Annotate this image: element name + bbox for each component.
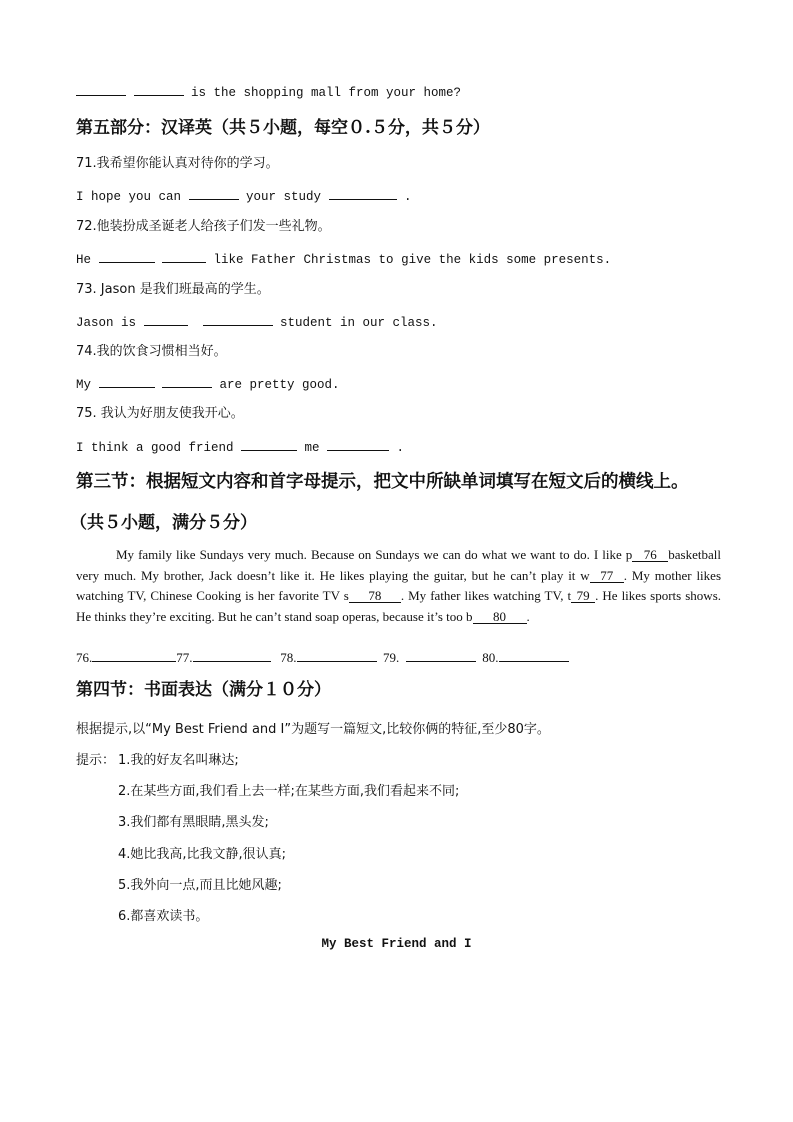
q72-english xyxy=(76,251,611,268)
q75-text-c: . xyxy=(389,441,405,455)
passage-text: . He likes sports shows. He thinks they’re exciting. But he can’t stand soap operas, because it’s too b xyxy=(76,588,721,624)
answer-blank[interactable] xyxy=(92,650,176,662)
answer-blank[interactable] xyxy=(76,84,126,96)
q74-text-a: My xyxy=(76,378,99,392)
q73-english xyxy=(76,314,438,331)
q75-text-a: I think a good friend xyxy=(76,441,242,455)
answer-blank[interactable] xyxy=(193,650,271,662)
answer-blank[interactable] xyxy=(99,251,155,263)
blank-79[interactable]: 79 xyxy=(571,589,595,603)
q71-text-c: . xyxy=(396,190,412,204)
answer-line xyxy=(76,650,569,666)
blank-78[interactable]: 78 xyxy=(349,589,401,603)
blank-76[interactable]: 76 xyxy=(632,548,668,562)
q73-text-c: student in our class. xyxy=(272,316,438,330)
answer-blank[interactable] xyxy=(189,188,239,200)
answer-label: 76. xyxy=(76,650,93,665)
answer-blank[interactable] xyxy=(203,314,273,326)
q72-text-a: He xyxy=(76,253,99,267)
answer-label: 80. xyxy=(482,650,499,665)
tip-item: 4.她比我高,比我文静,很认真; xyxy=(118,847,287,862)
q71-chinese: 71.我希望你能认真对待你的学习。 xyxy=(76,156,279,171)
tip-item: 6.都喜欢读书。 xyxy=(118,909,209,924)
q75-chinese: 75. 我认为好朋友使我开心。 xyxy=(76,406,244,421)
blank-80[interactable]: 80 xyxy=(473,610,527,624)
section3-subheading: （共５小题，满分５分） xyxy=(70,513,257,533)
tip-item: 5.我外向一点,而且比她风趣; xyxy=(118,878,282,893)
part5-heading: 第五部分：汉译英（共５小题，每空０.５分，共５分） xyxy=(76,118,490,138)
cloze-passage xyxy=(76,545,721,627)
answer-label: 79. xyxy=(383,650,400,665)
q72-text-b xyxy=(155,253,163,267)
answer-label: 78. xyxy=(280,650,297,665)
q74-english xyxy=(76,376,340,393)
section4-heading: 第四节：书面表达（满分１０分） xyxy=(76,680,331,700)
tips-label: 提示： xyxy=(76,753,116,768)
section3-heading: 第三节：根据短文内容和首字母提示，把文中所缺单词填写在短文后的横线上。 xyxy=(76,472,689,492)
q72-text-c: like Father Christmas to give the kids some presents. xyxy=(206,253,612,267)
tip-item: 3.我们都有黑眼睛,黑头发; xyxy=(118,815,269,830)
blank-77[interactable]: 77 xyxy=(590,569,624,583)
passage-text: My family like Sundays very much. Because on Sundays we can do what we want to do. I like p xyxy=(116,547,633,562)
answer-blank[interactable] xyxy=(241,439,297,451)
q73-chinese: 73. Jason 是我们班最高的学生。 xyxy=(76,282,270,297)
essay-title: My Best Friend and I xyxy=(321,937,472,951)
answer-label: 77. xyxy=(176,650,193,665)
q73-text-a: Jason is xyxy=(76,316,144,330)
q74-chinese: 74.我的饮食习惯相当好。 xyxy=(76,344,227,359)
tip-item: 2.在某些方面,我们看上去一样;在某些方面,我们看起来不同; xyxy=(118,784,460,799)
q74-text-c: are pretty good. xyxy=(212,378,340,392)
q71-text-b: your study xyxy=(238,190,329,204)
q70-line xyxy=(76,84,461,101)
answer-blank[interactable] xyxy=(499,650,569,662)
answer-blank[interactable] xyxy=(162,376,212,388)
q71-english xyxy=(76,188,412,205)
q72-chinese: 72.他装扮成圣诞老人给孩子们发一些礼物。 xyxy=(76,219,331,234)
answer-blank[interactable] xyxy=(297,650,377,662)
q73-text-b xyxy=(188,316,203,330)
answer-blank[interactable] xyxy=(99,376,155,388)
answer-blank[interactable] xyxy=(144,314,188,326)
answer-blank[interactable] xyxy=(162,251,206,263)
writing-instruction: 根据提示,以“My Best Friend and I”为题写一篇短文,比较你俩的特征,至少80字。 xyxy=(76,722,550,737)
answer-blank[interactable] xyxy=(406,650,476,662)
answer-blank[interactable] xyxy=(329,188,397,200)
tip-item: 1.我的好友名叫琳达; xyxy=(118,753,239,768)
q71-text-a: I hope you can xyxy=(76,190,189,204)
answer-blank[interactable] xyxy=(134,84,184,96)
passage-text: . xyxy=(526,608,530,624)
q74-text-b xyxy=(155,378,163,392)
q70-text: is the shopping mall from your home? xyxy=(183,86,462,100)
answer-blank[interactable] xyxy=(327,439,389,451)
passage-text: . My father likes watching TV, t xyxy=(400,588,572,604)
q75-text-b: me xyxy=(297,441,328,455)
q75-english xyxy=(76,439,404,456)
passage-text: basketball very much. My brother, Jack doesn’t like it. He likes playing the guitar, but he can’t play it w xyxy=(76,547,721,583)
passage-text: . My mother likes watching TV, Chinese Cooking is her favorite TV s xyxy=(76,567,721,604)
